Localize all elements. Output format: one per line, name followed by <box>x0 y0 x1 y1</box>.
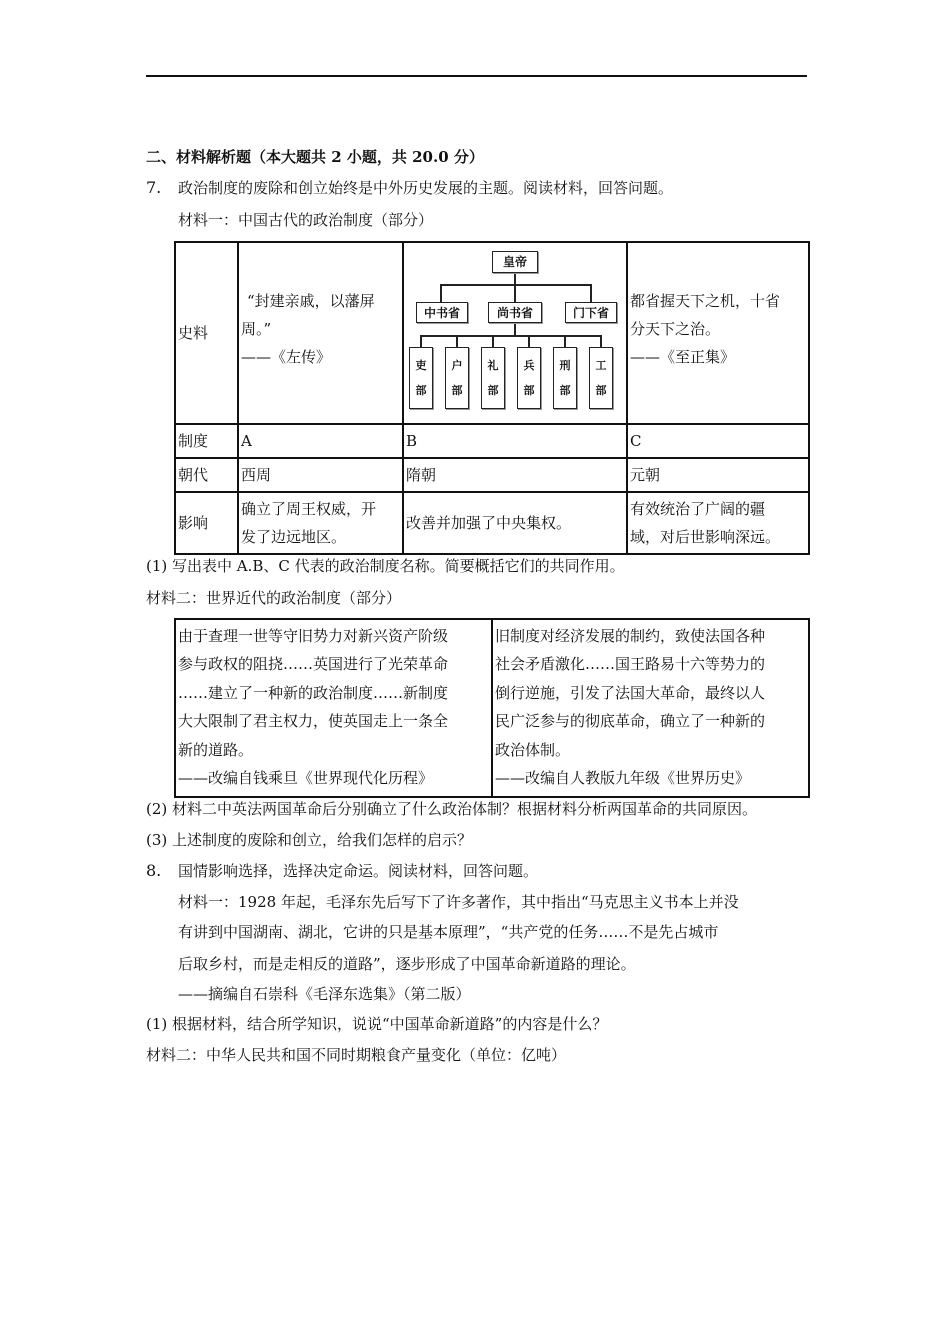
cell-a-source-ref: ——《左传》 <box>241 348 332 366</box>
ministry-personnel-box: 吏 部 <box>409 347 433 409</box>
zhongshu-box: 中书省 <box>416 302 468 323</box>
question-7-number: 7. <box>146 178 162 197</box>
question-7-stem: 政治制度的废除和创立始终是中外历史发展的主题。阅读材料，回答问题。 <box>178 179 674 197</box>
cell-b-org-chart <box>403 242 627 424</box>
england-line-1: 由于查理一世等守旧势力对新兴资产阶级 <box>178 627 449 645</box>
cell-b-system: B <box>403 424 627 458</box>
q8-material2-title: 材料二：中华人民共和国不同时期粮食产量变化（单位：亿吨） <box>146 1046 567 1064</box>
question-8-number: 8. <box>146 861 162 880</box>
france-line-1: 旧制度对经济发展的制约，致使法国各种 <box>495 627 766 645</box>
section-title: 二、材料解析题（本大题共 2 小题，共 20.0 分） <box>146 148 484 166</box>
england-line-3: ……建立了一种新的政治制度……新制度 <box>178 683 449 702</box>
emperor-box: 皇帝 <box>492 251 538 273</box>
england-line-5: 新的道路。 <box>178 740 254 759</box>
row-label-source: 史料 <box>175 242 238 424</box>
cell-c-impact-line1: 有效统治了广阔的疆 <box>630 500 766 518</box>
france-revolution-cell <box>492 619 809 797</box>
cell-c-impact <box>627 492 809 554</box>
ministry-justice-box: 刑 部 <box>553 347 577 409</box>
q8-material1-source: ——摘编自石崇科《毛泽东选集》（第二版） <box>178 985 471 1003</box>
cell-a-source <box>238 242 403 424</box>
material-1-title: 材料一：中国古代的政治制度（部分） <box>178 211 434 229</box>
england-line-2: 参与政权的阻挠……英国进行了光荣革命 <box>178 655 449 674</box>
cell-c-source-line1: 都省握天下之机，十省 <box>630 292 781 310</box>
shangshu-box: 尚书省 <box>488 302 542 323</box>
cell-a-source-line2: 周。” <box>241 320 272 338</box>
q8-material1-line2: 有讲到中国湖南、湖北，它讲的只是基本原理”，“共产党的任务……不是先占城市 <box>178 923 719 941</box>
q7-sub2: (2) 材料二中英法两国革命后分别确立了什么政治体制？根据材料分析两国革命的共同原因。 <box>146 800 758 818</box>
france-source: ——改编自人教版九年级《世界历史》 <box>495 769 751 788</box>
row-label-dynasty: 朝代 <box>175 458 238 492</box>
q8-material1-line1: 材料一：1928 年起，毛泽东先后写下了许多著作，其中指出“马克思主义书本上并没 <box>178 893 739 911</box>
ministry-rites-box: 礼 部 <box>481 347 505 409</box>
cell-b-impact: 改善并加强了中央集权。 <box>403 492 627 554</box>
row-label-system: 制度 <box>175 424 238 458</box>
ministry-revenue-box: 户 部 <box>445 347 469 409</box>
cell-a-dynasty: 西周 <box>238 458 403 492</box>
cell-a-impact-line2: 发了边远地区。 <box>241 528 347 546</box>
revolution-comparison-table <box>174 618 810 798</box>
sui-government-org-chart <box>404 245 626 421</box>
q8-sub1: (1) 根据材料，结合所学知识，说说“中国革命新道路”的内容是什么？ <box>146 1015 608 1033</box>
ministry-works-box: 工 部 <box>589 347 613 409</box>
cell-b-dynasty: 隋朝 <box>403 458 627 492</box>
cell-a-impact <box>238 492 403 554</box>
political-system-table <box>174 241 810 555</box>
question-8-stem: 国情影响选择，选择决定命运。阅读材料，回答问题。 <box>178 862 539 880</box>
cell-c-system: C <box>627 424 809 458</box>
ministry-war-box: 兵 部 <box>517 347 541 409</box>
cell-a-source-line1: “封建亲戚，以藩屏 <box>247 292 375 310</box>
cell-c-source-ref: ——《至正集》 <box>630 348 736 366</box>
menxia-box: 门下省 <box>565 302 617 323</box>
q8-material1-line3: 后取乡村，而是走相反的道路”，逐步形成了中国革命新道路的理论。 <box>178 955 636 973</box>
france-line-4: 民广泛参与的彻底革命，确立了一种新的 <box>495 712 766 731</box>
q7-sub1: (1) 写出表中 A.B、C 代表的政治制度名称。简要概括它们的共同作用。 <box>146 557 625 575</box>
material-2-title: 材料二：世界近代的政治制度（部分） <box>146 589 402 607</box>
france-line-3: 倒行逆施，引发了法国大革命，最终以人 <box>495 683 766 702</box>
header-rule <box>146 75 807 77</box>
france-line-2: 社会矛盾激化……国王路易十六等势力的 <box>495 655 766 674</box>
france-line-5: 政治体制。 <box>495 740 571 759</box>
cell-a-impact-line1: 确立了周王权威，开 <box>241 500 377 518</box>
cell-c-source-line2: 分天下之治。 <box>630 320 721 338</box>
row-label-impact: 影响 <box>175 492 238 554</box>
england-line-4: 大大限制了君主权力，使英国走上一条全 <box>178 712 449 731</box>
cell-c-dynasty: 元朝 <box>627 458 809 492</box>
cell-c-source <box>627 242 809 424</box>
england-revolution-cell <box>175 619 492 797</box>
england-source: ——改编自钱乘旦《世界现代化历程》 <box>178 769 434 788</box>
cell-a-system: A <box>238 424 403 458</box>
cell-c-impact-line2: 域，对后世影响深远。 <box>630 528 781 546</box>
q7-sub3: (3) 上述制度的废除和创立，给我们怎样的启示？ <box>146 831 473 849</box>
